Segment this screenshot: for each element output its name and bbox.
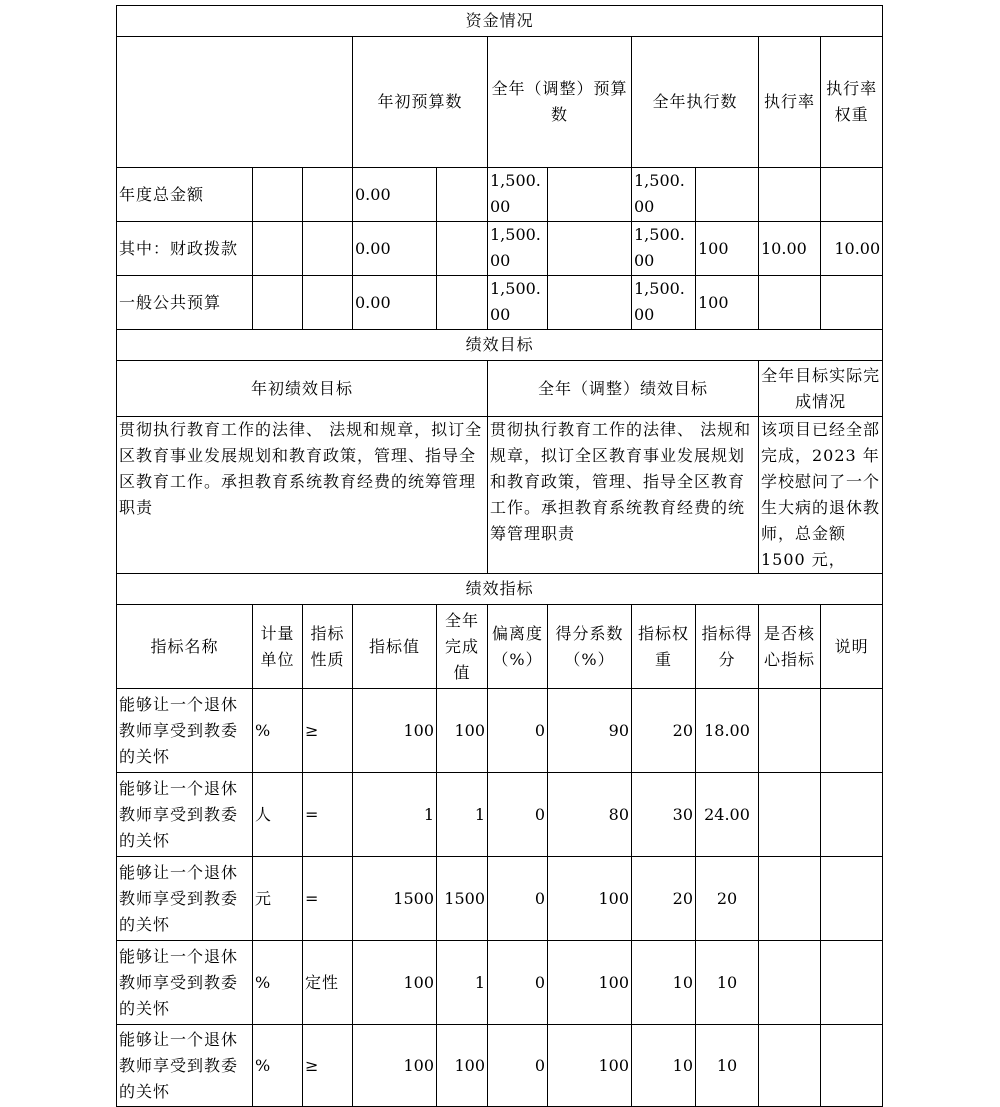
funds-header-weight: 执行率权重 xyxy=(821,37,883,168)
goals-initial-text: 贯彻执行教育工作的法律、 法规和规章，拟订全区教育事业发展规划和教育政策，管理、指导全区教育工作。承担教育系统教育经费的统筹管理职责 xyxy=(117,417,488,574)
indicator-deviation: 0 xyxy=(488,773,548,857)
indicator-unit: % xyxy=(253,941,303,1025)
indicator-weight: 10 xyxy=(632,941,696,1025)
funds-row-initial: 0.00 xyxy=(353,276,437,330)
indicator-deviation: 0 xyxy=(488,941,548,1025)
indicator-weight: 10 xyxy=(632,1025,696,1107)
indicator-unit: % xyxy=(253,1025,303,1107)
indicator-weight: 20 xyxy=(632,689,696,773)
indicator-unit: 元 xyxy=(253,857,303,941)
indicator-name: 能够让一个退休教师享受到教委的关怀 xyxy=(117,773,253,857)
funds-row-score xyxy=(821,276,883,330)
goals-adjusted-text: 贯彻执行教育工作的法律、 法规和规章，拟订全区教育事业发展规划和教育政策，管理、指导全区教育工作。承担教育系统教育经费的统筹管理职责 xyxy=(488,417,759,574)
funds-row-blank xyxy=(303,168,353,222)
funds-header-blank xyxy=(117,37,353,168)
funds-row-adjusted: 1,500.00 xyxy=(488,168,548,222)
funds-row-adjusted: 1,500.00 xyxy=(488,222,548,276)
indicator-core xyxy=(759,941,821,1025)
funds-row-blank xyxy=(437,276,488,330)
indicator-note xyxy=(821,857,883,941)
indicator-score: 24.00 xyxy=(696,773,759,857)
indicator-completed: 100 xyxy=(437,1025,488,1107)
indicator-coefficient: 100 xyxy=(548,857,632,941)
funds-row-rate: 100 xyxy=(696,222,759,276)
indicator-value: 100 xyxy=(353,1025,437,1107)
funds-row-weight xyxy=(759,168,821,222)
indicator-completed: 1 xyxy=(437,773,488,857)
funds-row-weight xyxy=(759,276,821,330)
indicator-weight: 30 xyxy=(632,773,696,857)
indicator-nature: = xyxy=(303,857,353,941)
indicators-header-weight: 指标权重 xyxy=(632,605,696,689)
funds-section-title: 资金情况 xyxy=(117,6,883,37)
funds-row-blank xyxy=(548,168,632,222)
funds-header-adjusted: 全年（调整）预算数 xyxy=(488,37,632,168)
funds-row-rate xyxy=(696,168,759,222)
indicator-note xyxy=(821,773,883,857)
indicators-header-value: 指标值 xyxy=(353,605,437,689)
indicator-name: 能够让一个退休教师享受到教委的关怀 xyxy=(117,689,253,773)
indicator-nature: ≥ xyxy=(303,1025,353,1107)
funds-row-label: 年度总金额 xyxy=(117,168,253,222)
indicator-coefficient: 80 xyxy=(548,773,632,857)
indicator-core xyxy=(759,773,821,857)
indicator-score: 10 xyxy=(696,1025,759,1107)
funds-row-executed: 1,500.00 xyxy=(632,222,696,276)
indicator-row xyxy=(117,941,883,1025)
funds-row-blank xyxy=(253,276,303,330)
funds-row-initial: 0.00 xyxy=(353,222,437,276)
indicator-deviation: 0 xyxy=(488,689,548,773)
indicator-core xyxy=(759,857,821,941)
indicator-core xyxy=(759,689,821,773)
indicator-coefficient: 100 xyxy=(548,1025,632,1107)
indicator-value: 1500 xyxy=(353,857,437,941)
indicator-value: 100 xyxy=(353,941,437,1025)
funds-row-initial: 0.00 xyxy=(353,168,437,222)
indicator-name: 能够让一个退休教师享受到教委的关怀 xyxy=(117,941,253,1025)
indicator-row xyxy=(117,857,883,941)
indicator-completed: 1500 xyxy=(437,857,488,941)
indicator-weight: 20 xyxy=(632,857,696,941)
indicators-section-title: 绩效指标 xyxy=(117,574,883,605)
funds-header-executed: 全年执行数 xyxy=(632,37,759,168)
indicator-completed: 1 xyxy=(437,941,488,1025)
indicator-coefficient: 100 xyxy=(548,941,632,1025)
indicator-nature: ≥ xyxy=(303,689,353,773)
performance-table xyxy=(116,5,883,1107)
funds-row-blank xyxy=(253,222,303,276)
indicator-name: 能够让一个退休教师享受到教委的关怀 xyxy=(117,857,253,941)
funds-row-blank xyxy=(303,276,353,330)
funds-row-score: 10.00 xyxy=(821,222,883,276)
funds-header-rate: 执行率 xyxy=(759,37,821,168)
indicator-nature: 定性 xyxy=(303,941,353,1025)
indicator-completed: 100 xyxy=(437,689,488,773)
funds-row-blank xyxy=(437,168,488,222)
indicators-header-deviation: 偏离度（%） xyxy=(488,605,548,689)
indicator-deviation: 0 xyxy=(488,1025,548,1107)
funds-row xyxy=(117,222,883,276)
indicator-nature: = xyxy=(303,773,353,857)
funds-row xyxy=(117,168,883,222)
indicators-header-completed: 全年完成值 xyxy=(437,605,488,689)
funds-row-label: 一般公共预算 xyxy=(117,276,253,330)
indicators-header-core: 是否核心指标 xyxy=(759,605,821,689)
funds-row-executed: 1,500.00 xyxy=(632,276,696,330)
indicators-header-coefficient: 得分系数（%） xyxy=(548,605,632,689)
funds-row-blank xyxy=(548,276,632,330)
indicator-note xyxy=(821,689,883,773)
indicator-deviation: 0 xyxy=(488,857,548,941)
funds-row-blank xyxy=(303,222,353,276)
indicator-note xyxy=(821,1025,883,1107)
goals-actual-text: 该项目已经全部完成，2023 年学校慰问了一个生大病的退休教师，总金额 1500 元， xyxy=(759,417,883,574)
indicators-header-note: 说明 xyxy=(821,605,883,689)
funds-row-adjusted: 1,500.00 xyxy=(488,276,548,330)
goals-header-actual: 全年目标实际完成情况 xyxy=(759,361,883,417)
indicators-header-nature: 指标性质 xyxy=(303,605,353,689)
indicator-core xyxy=(759,1025,821,1107)
indicator-row xyxy=(117,1025,883,1107)
funds-header-initial: 年初预算数 xyxy=(353,37,488,168)
goals-header-adjusted: 全年（调整）绩效目标 xyxy=(488,361,759,417)
funds-row-label: 其中：财政拨款 xyxy=(117,222,253,276)
indicator-unit: % xyxy=(253,689,303,773)
goals-header-initial: 年初绩效目标 xyxy=(117,361,488,417)
funds-row xyxy=(117,276,883,330)
indicators-header-unit: 计量单位 xyxy=(253,605,303,689)
funds-row-blank xyxy=(437,222,488,276)
indicator-value: 1 xyxy=(353,773,437,857)
indicator-name: 能够让一个退休教师享受到教委的关怀 xyxy=(117,1025,253,1107)
funds-row-score xyxy=(821,168,883,222)
indicators-header-name: 指标名称 xyxy=(117,605,253,689)
indicator-score: 18.00 xyxy=(696,689,759,773)
indicator-value: 100 xyxy=(353,689,437,773)
goals-section-title: 绩效目标 xyxy=(117,330,883,361)
funds-row-executed: 1,500.00 xyxy=(632,168,696,222)
funds-row-blank xyxy=(253,168,303,222)
indicator-unit: 人 xyxy=(253,773,303,857)
indicator-coefficient: 90 xyxy=(548,689,632,773)
funds-row-blank xyxy=(548,222,632,276)
indicators-header-score: 指标得分 xyxy=(696,605,759,689)
indicator-note xyxy=(821,941,883,1025)
indicator-score: 20 xyxy=(696,857,759,941)
indicator-row xyxy=(117,773,883,857)
funds-row-weight: 10.00 xyxy=(759,222,821,276)
funds-row-rate: 100 xyxy=(696,276,759,330)
indicator-row xyxy=(117,689,883,773)
indicator-score: 10 xyxy=(696,941,759,1025)
